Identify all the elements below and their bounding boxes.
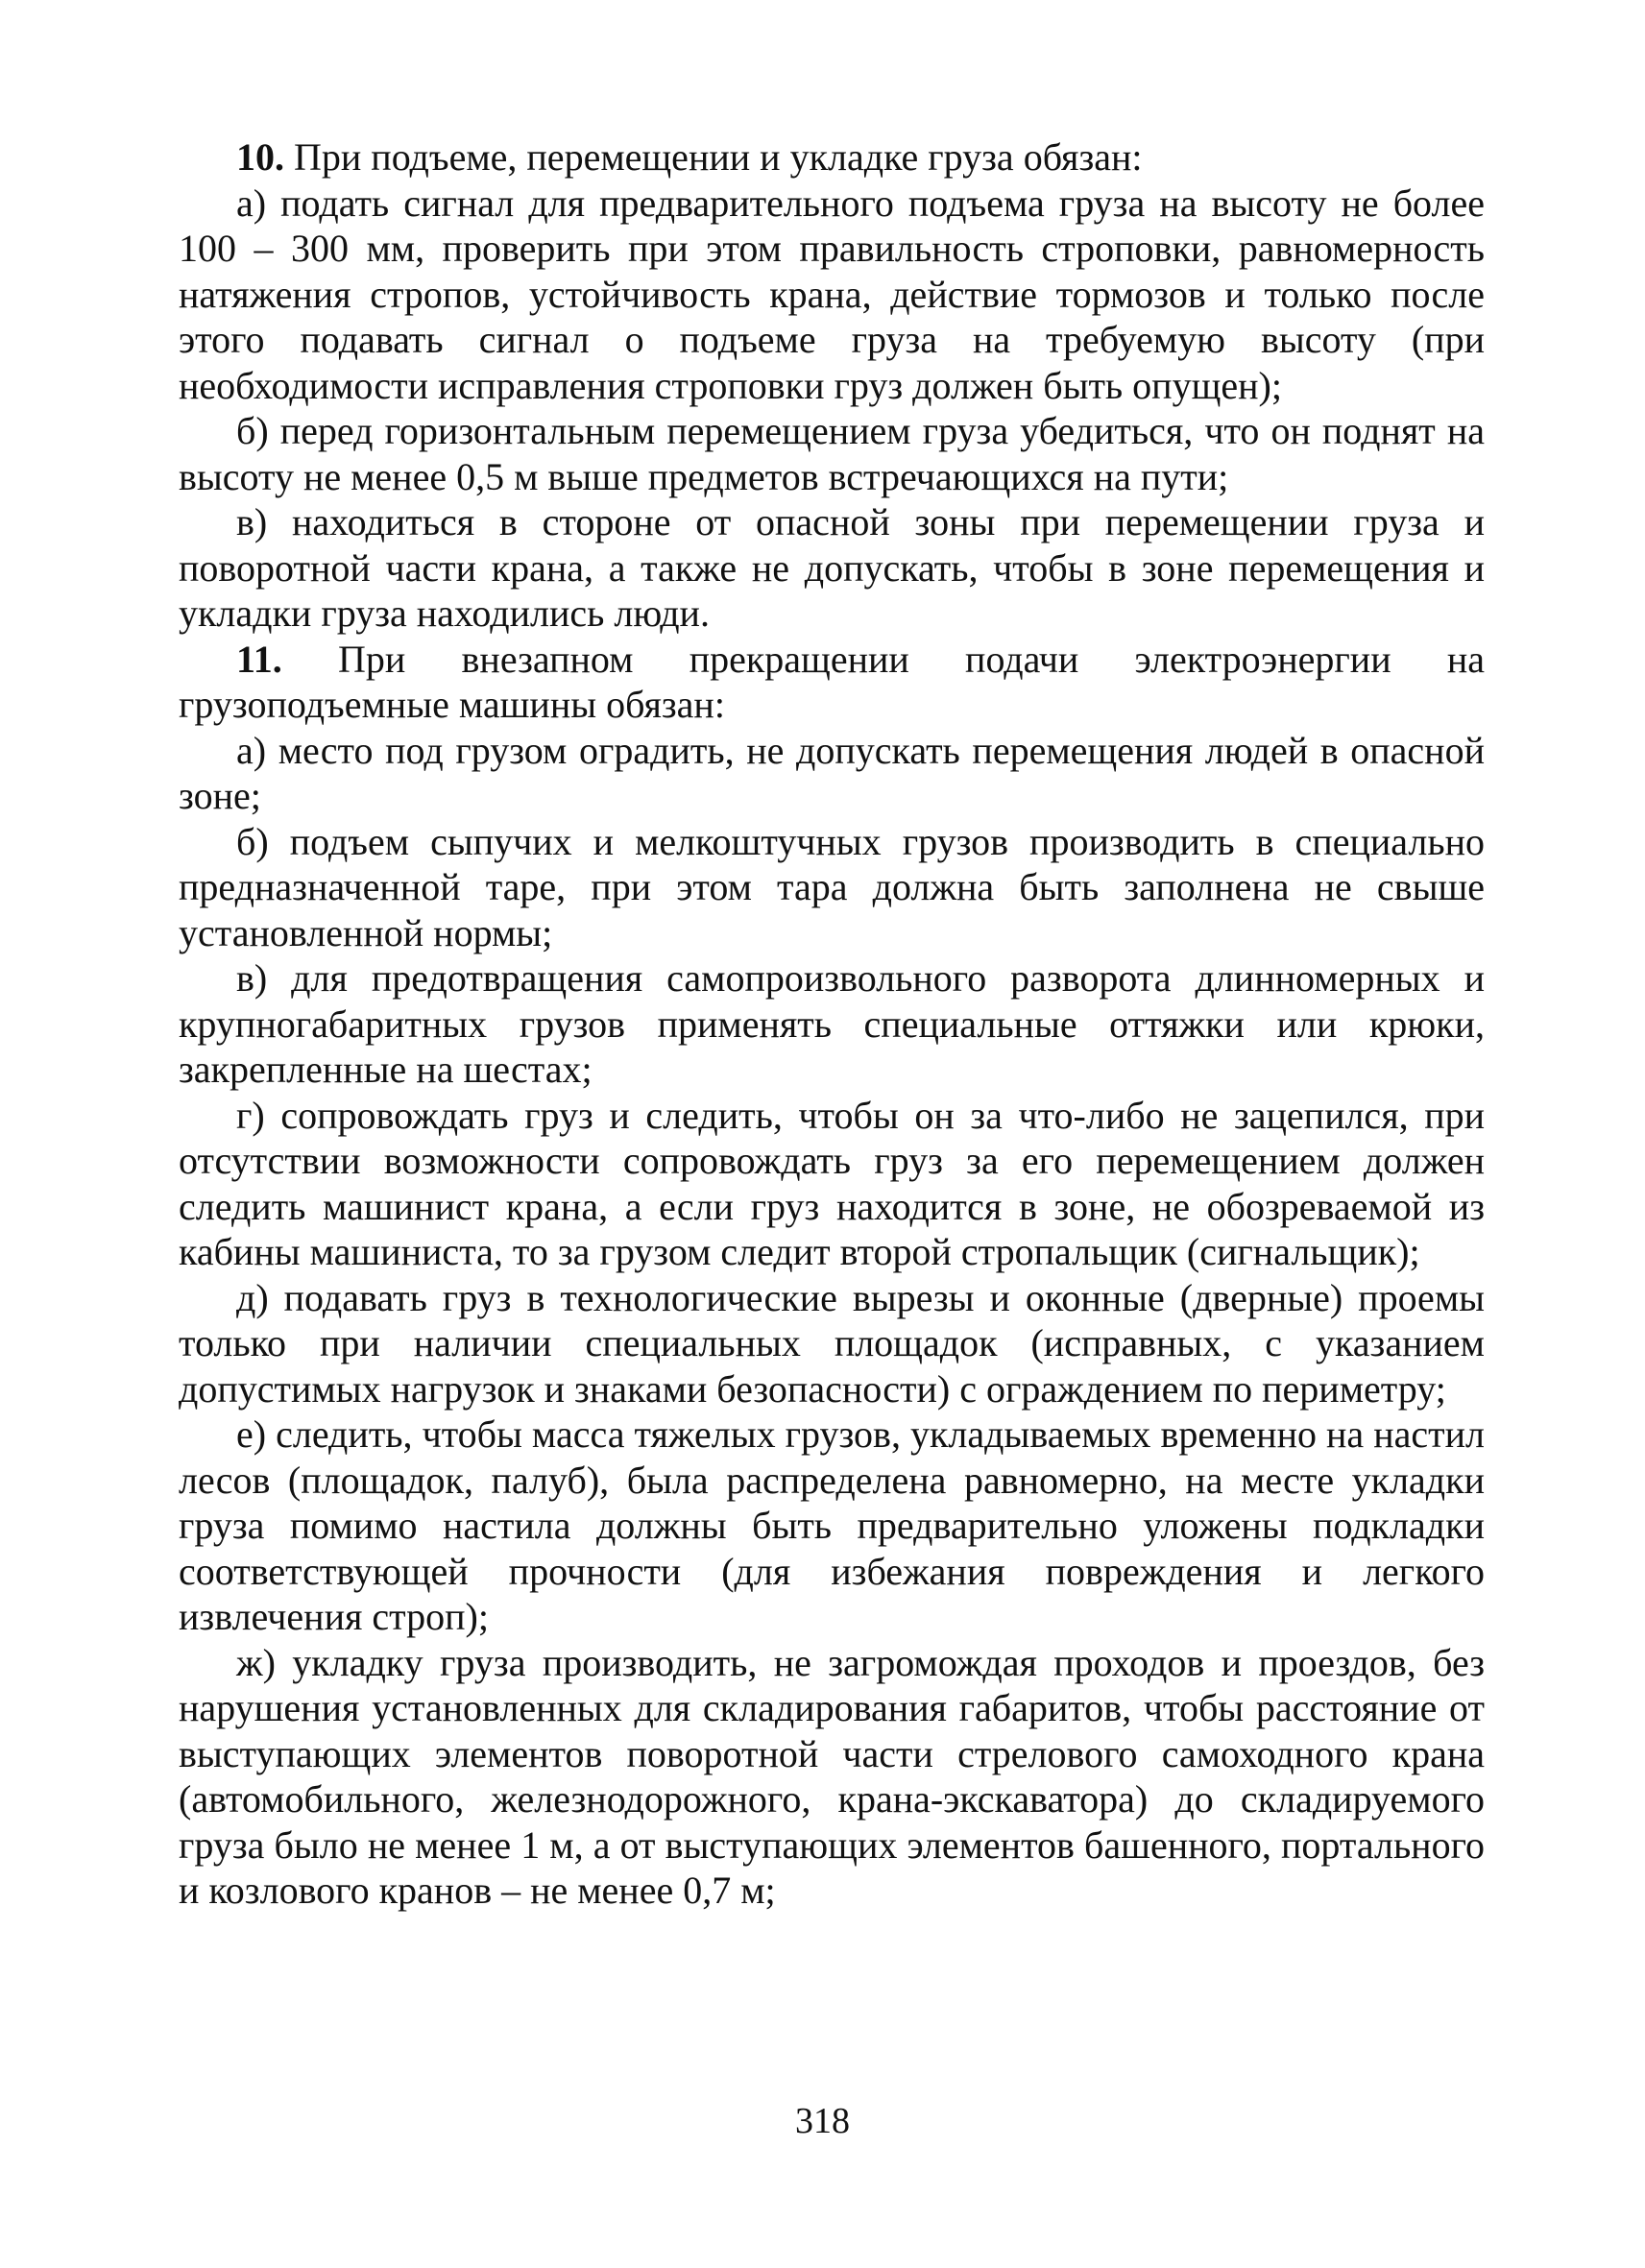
paragraph-11a — [179, 728, 1485, 819]
paragraph-11b — [179, 819, 1485, 956]
paragraph-10 — [179, 134, 1485, 181]
paragraph-10a — [179, 181, 1485, 409]
paragraph-number: 11. — [236, 637, 282, 681]
paragraph-text: е) следить, чтобы масса тяжелых грузов, укладываемых временно на настил лесов (площадок, палуб), была распределена равномерно, на месте укладки груза помимо настила должны быть предварительно уложены подкладки соответствующей прочности (для избежания повреждения и легкого извлечения строп); — [179, 1412, 1485, 1638]
paragraph-11g — [179, 1093, 1485, 1275]
paragraph-text: д) подавать груз в технологические вырезы и оконные (дверные) проемы только при наличии специальных площадок (исправных, с указанием допустимых нагрузок и знаками безопасности) с ограждением по периметру; — [179, 1275, 1485, 1411]
paragraph-text: г) сопровождать груз и следить, чтобы он за что-либо не зацепился, при отсутствии возможности сопровождать груз за его перемещением должен следить машинист крана, а если груз находится в зоне, не обозреваемой из кабины машиниста, то за грузом следит второй стропальщик (сигнальщик); — [179, 1093, 1485, 1273]
paragraph-number: 10. — [236, 135, 284, 179]
paragraph-10v — [179, 499, 1485, 637]
paragraph-text: ж) укладку груза производить, не загромождая проходов и проездов, без нарушения установленных для складирования габаритов, чтобы расстояние от выступающих элементов поворотной части стрелового самоходного крана (автомобильного, железнодорожного, крана-экскаватора) до складируемого груза было не менее 1 м, а от выступающих элементов башенного, портального и козлового кранов – не менее 0,7 м; — [179, 1640, 1485, 1912]
paragraph-text: а) место под грузом оградить, не допускать перемещения людей в опасной зоне; — [179, 728, 1485, 817]
paragraph-text: а) подать сигнал для предварительного подъема груза на высоту не более 100 – 300 мм, проверить при этом правильность строповки, равномерность натяжения стропов, устойчивость крана, действие тормозов и только после этого подавать сигнал о подъеме груза на требуемую высоту (при необходимости исправления строповки груз должен быть опущен); — [179, 181, 1485, 407]
paragraph-11v — [179, 955, 1485, 1093]
paragraph-11d — [179, 1275, 1485, 1412]
paragraph-text: При внезапном прекращении подачи электроэнергии на грузоподъемные машины обязан: — [179, 637, 1485, 726]
paragraph-text: в) для предотвращения самопроизвольного разворота длинномерных и крупногабаритных грузов применять специальные оттяжки или крюки, закрепленные на шестах; — [179, 956, 1485, 1091]
paragraph-11e — [179, 1411, 1485, 1640]
paragraph-text: в) находиться в стороне от опасной зоны при перемещении груза и поворотной части крана, а также не допускать, чтобы в зоне перемещения и укладки груза находились люди. — [179, 500, 1485, 635]
document-body — [179, 134, 1485, 1914]
page-number: 318 — [795, 2101, 850, 2141]
paragraph-text: При подъеме, перемещении и укладке груза обязан: — [284, 135, 1143, 179]
paragraph-11 — [179, 637, 1485, 728]
paragraph-11zh — [179, 1640, 1485, 1914]
paragraph-text: б) подъем сыпучих и мелкоштучных грузов производить в специально предназначенной таре, при этом тара должна быть заполнена не свыше установленной нормы; — [179, 819, 1485, 954]
paragraph-text: б) перед горизонтальным перемещением груза убедиться, что он поднят на высоту не менее 0,5 м выше предметов встречающихся на пути; — [179, 409, 1485, 498]
paragraph-10b — [179, 408, 1485, 499]
